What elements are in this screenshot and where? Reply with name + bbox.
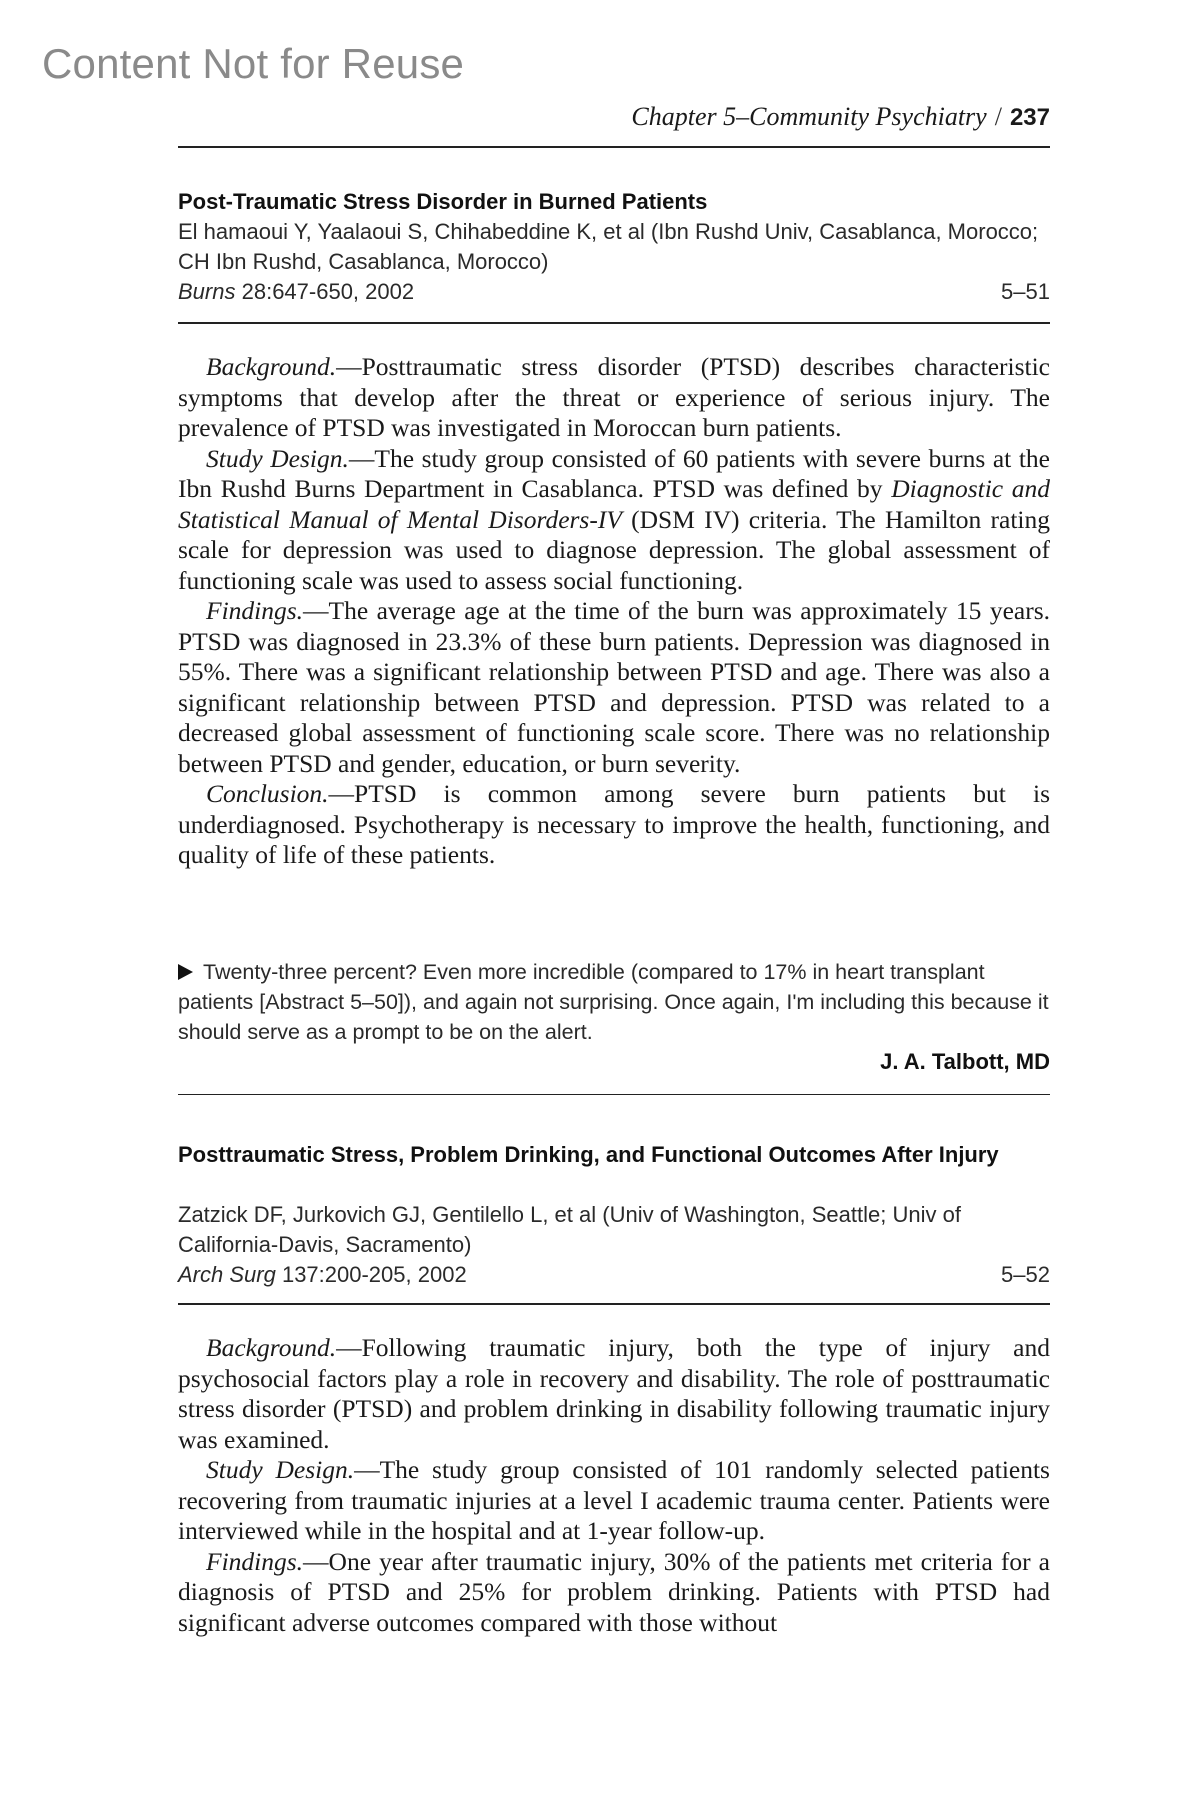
abstract-1-findings [178, 596, 1050, 779]
abstract-separator-rule [178, 1094, 1050, 1095]
abstract-1-citation [178, 277, 1050, 307]
design-text: —The study group consisted of 101 randomly selected patients recovering from traumatic injuries at a level I academic trauma center. Patients were interviewed while in the hospital and at 1-year follow-up. [178, 1455, 1050, 1545]
abstract-2-rule [178, 1303, 1050, 1305]
design-label: Study Design. [206, 443, 349, 473]
design-manual-title: Diagnostic and Statistical Manual of Mental Disorders-IV [178, 474, 1050, 534]
conclusion-text: —PTSD is common among severe burn patients but is underdiagnosed. Psychotherapy is necessary to improve the health, functioning, and quality of life of these patients. [178, 779, 1050, 869]
abstract-2-authors: Zatzick DF, Jurkovich GJ, Gentilello L, et al (Univ of Washington, Seattle; Univ of California-Davis, Sacramento) [178, 1202, 961, 1257]
abstract-1-journal: Burns [178, 279, 236, 304]
abstract-2-design [178, 1455, 1050, 1547]
abstract-1-conclusion [178, 779, 1050, 871]
abstract-2-code: 5–52 [1001, 1262, 1050, 1287]
chapter-title: Chapter 5–Community Psychiatry [631, 102, 987, 131]
abstract-1-design [178, 444, 1050, 597]
watermark: Content Not for Reuse [42, 40, 465, 87]
design-text-b: (DSM IV) criteria. The Hamilton rating scale for depression was used to diagnose depression. The global assessment of functioning scale was used to assess social functioning. [178, 504, 1050, 595]
editor-signature: J. A. Talbott, MD [880, 1049, 1050, 1074]
abstract-2-body [178, 1333, 1050, 1638]
background-text: —Posttraumatic stress disorder (PTSD) describes characteristic symptoms that develop after the threat or experience of serious injury. The prevalence of PTSD was investigated in Moroccan burn patients. [178, 352, 1050, 442]
design-label: Study Design. [206, 1455, 355, 1484]
page-number: 237 [1009, 104, 1050, 131]
findings-text: —The average age at the time of the burn was approximately 15 years. PTSD was diagnosed in 23.3% of these burn patients. Depression was diagnosed in 55%. There was a significant relationship between PTSD and age. There was also a significant relationship between PTSD and depression. PTSD was related to a decreased global assessment of functioning scale score. There was no relationship between PTSD and gender, education, or burn severity. [178, 596, 1050, 778]
abstract-2-background [178, 1333, 1050, 1455]
play-arrow-icon [178, 964, 193, 980]
abstract-2-title: Posttraumatic Stress, Problem Drinking, and Functional Outcomes After Injury [178, 1142, 999, 1167]
editor-comment [178, 957, 1050, 1047]
abstract-2-journal: Arch Surg [178, 1262, 276, 1287]
findings-label: Findings. [206, 596, 304, 625]
background-label: Background. [206, 352, 337, 381]
abstract-2-citation-detail: 137:200-205, 2002 [281, 1262, 467, 1287]
abstract-1-code: 5–51 [1001, 279, 1050, 304]
findings-text: —One year after traumatic injury, 30% of the patients met criteria for a diagnosis of PTSD and 25% for problem drinking. Patients with PTSD had significant adverse outcomes compared with those without [178, 1546, 1050, 1637]
design-text-a: —The study group consisted of 60 patients with severe burns at the Ibn Rushd Burns Department in Casablanca. PTSD was defined by [178, 443, 1050, 503]
comment-text: Twenty-three percent? Even more incredible (compared to 17% in heart transplant patients [Abstract 5–50]), and again not surprising. Once again, I'm including this because it should serve as a prompt to be on the alert. [178, 960, 1049, 1044]
running-head-separator: / [994, 102, 1002, 131]
background-text: —Following traumatic injury, both the type of injury and psychosocial factors play a role in recovery and disability. The role of posttraumatic stress disorder (PTSD) and problem drinking in disability following traumatic injury was examined. [178, 1333, 1050, 1454]
abstract-1-citation-detail: 28:647-650, 2002 [241, 279, 415, 304]
abstract-1-background [178, 352, 1050, 444]
abstract-2-citation [178, 1260, 1050, 1290]
conclusion-label: Conclusion. [206, 779, 329, 808]
running-head [631, 102, 1050, 132]
background-label: Background. [206, 1333, 337, 1362]
abstract-1-body [178, 352, 1050, 871]
abstract-1-authors: El hamaoui Y, Yaalaoui S, Chihabeddine K, et al (Ibn Rushd Univ, Casablanca, Morocco; CH Ibn Rushd, Casablanca, Morocco) [178, 219, 1039, 274]
abstract-1-title: Post-Traumatic Stress Disorder in Burned Patients [178, 189, 708, 214]
abstract-2-findings [178, 1547, 1050, 1639]
abstract-1-rule [178, 322, 1050, 324]
findings-label: Findings. [206, 1546, 304, 1576]
header-rule [178, 146, 1050, 148]
